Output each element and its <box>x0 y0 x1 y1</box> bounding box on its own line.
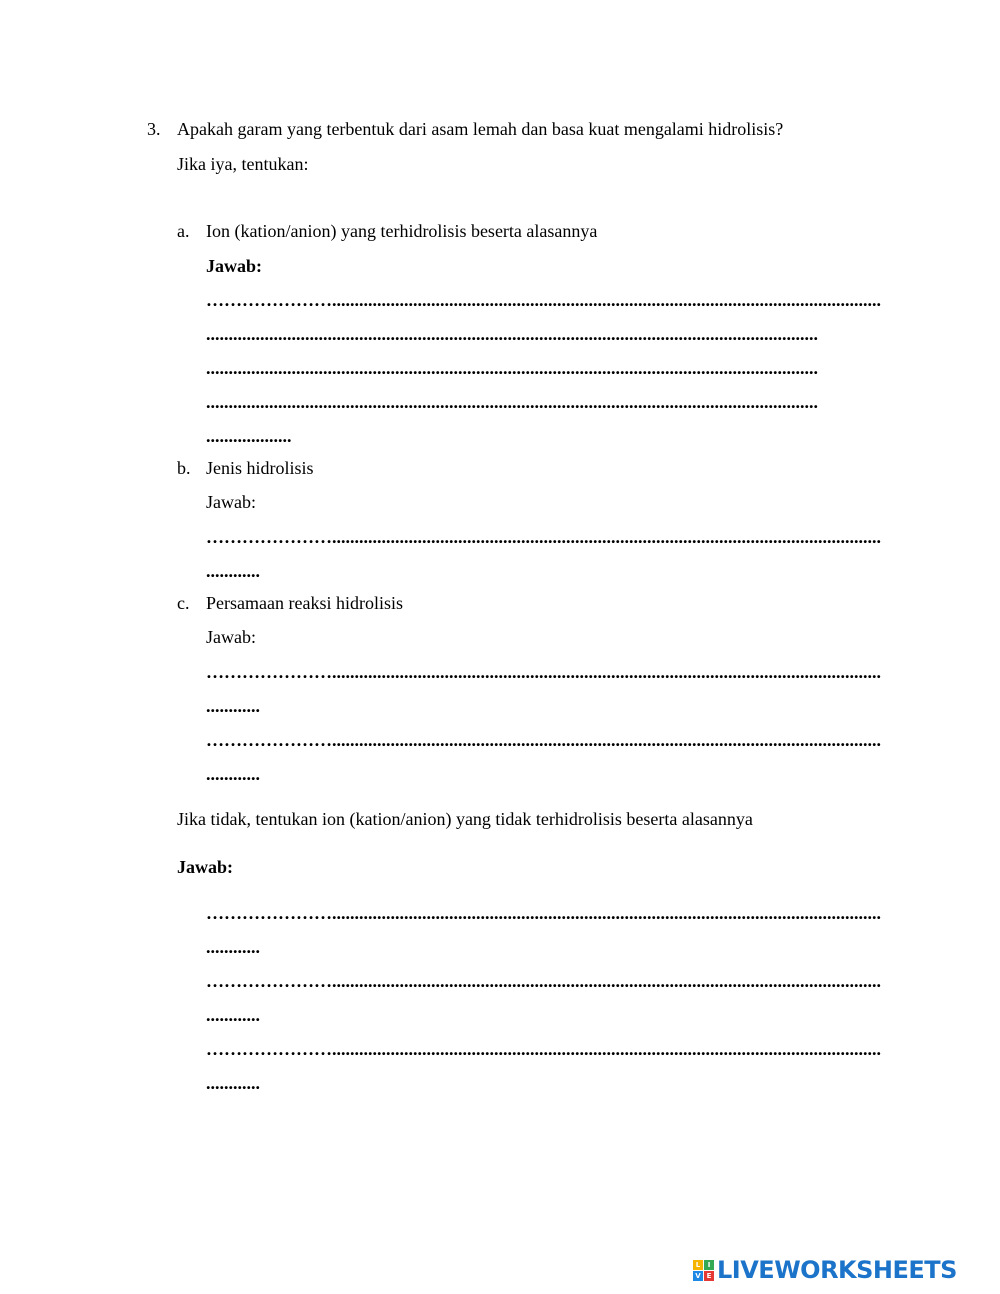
question-subtext: Jika iya, tentukan: <box>177 154 309 174</box>
if-not-answer-line[interactable]: ………………….......................................................................................................................... <box>206 903 881 923</box>
part-b-answer-line[interactable]: ………………….......................................................................................................................... <box>206 527 881 547</box>
logo-tile-e: E <box>704 1271 714 1281</box>
part-c-answer-line[interactable]: ………………….......................................................................................................................... <box>206 662 881 682</box>
part-c-answer-line[interactable]: ………………….......................................................................................................................... <box>206 730 881 750</box>
part-a-answer-line[interactable]: ........................................................................................................................................ <box>206 392 818 412</box>
logo-tile-i: I <box>704 1260 714 1270</box>
part-a-answer-label: Jawab: <box>206 256 263 276</box>
part-c-answer-line[interactable]: ............ <box>206 696 260 716</box>
logo-tile-l: L <box>693 1260 703 1270</box>
if-not-text: Jika tidak, tentukan ion (kation/anion) yang tidak terhidrolisis beserta alasannya <box>177 809 753 829</box>
part-c-answer-line[interactable]: ............ <box>206 764 260 784</box>
part-a-answer-line[interactable]: ........................................................................................................................................ <box>206 324 818 344</box>
part-a-answer-line[interactable]: ........................................................................................................................................ <box>206 358 818 378</box>
part-c-text: Persamaan reaksi hidrolisis <box>206 593 403 613</box>
logo-tile-v: V <box>693 1271 703 1281</box>
part-a-marker: a. <box>177 221 190 241</box>
if-not-answer-label: Jawab: <box>177 857 234 877</box>
liveworksheets-logo <box>693 1256 957 1284</box>
part-a-answer-line[interactable]: ………………….......................................................................................................................... <box>206 290 881 310</box>
part-a-text: Ion (kation/anion) yang terhidrolisis beserta alasannya <box>206 221 598 241</box>
part-c-answer-label: Jawab: <box>206 627 256 647</box>
part-b-marker: b. <box>177 458 191 478</box>
if-not-answer-line[interactable]: ………………….......................................................................................................................... <box>206 1039 881 1059</box>
question-text: Apakah garam yang terbentuk dari asam lemah dan basa kuat mengalami hidrolisis? <box>177 119 784 139</box>
part-b-answer-label: Jawab: <box>206 492 256 512</box>
if-not-answer-line[interactable]: ............ <box>206 1005 260 1025</box>
part-b-answer-line[interactable]: ............ <box>206 561 260 581</box>
if-not-answer-line[interactable]: ............ <box>206 937 260 957</box>
liveworksheets-wordmark: LIVEWORKSHEETS <box>717 1256 957 1284</box>
part-c-marker: c. <box>177 593 190 613</box>
liveworksheets-icon <box>693 1260 714 1281</box>
part-b-text: Jenis hidrolisis <box>206 458 314 478</box>
if-not-answer-line[interactable]: ………………….......................................................................................................................... <box>206 971 881 991</box>
if-not-answer-line[interactable]: ............ <box>206 1073 260 1093</box>
question-number: 3. <box>147 119 161 139</box>
part-a-answer-line[interactable]: ................... <box>206 426 292 446</box>
